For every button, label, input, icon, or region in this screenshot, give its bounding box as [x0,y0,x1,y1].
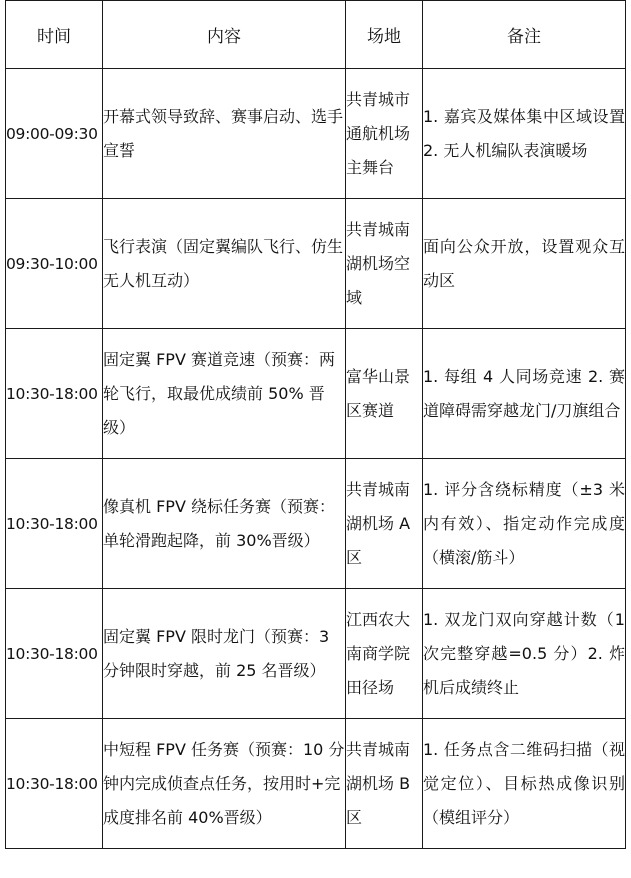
note-text: 1. 每组 4 人同场竞速 2. 赛道障碍需穿越龙门/刀旗组合 [423,366,625,420]
venue-cell [346,459,423,589]
note-cell [423,459,626,589]
header-content: 内容 [103,1,346,69]
venue-text: 共青城南湖机场 A 区 [346,479,411,567]
header-time: 时间 [6,1,103,69]
venue-text: 富华山景区赛道 [346,366,411,420]
note-text: 1. 任务点含二维码扫描（视觉定位）、目标热成像识别（模组评分） [423,739,625,827]
content-text: 飞行表演（固定翼编队飞行、仿生无人机互动） [103,236,344,290]
venue-cell [346,329,423,459]
table-row [6,719,626,849]
content-text: 像真机 FPV 绕标任务赛（预赛：单轮滑跑起降，前 30%晋级） [103,496,335,550]
table-row [6,69,626,199]
venue-cell [346,69,423,199]
venue-text: 共青城南湖机场 B 区 [346,739,411,827]
venue-text: 江西农大南商学院田径场 [346,609,411,697]
content-text: 固定翼 FPV 限时龙门（预赛：3 分钟限时穿越，前 25 名晋级） [103,626,330,680]
content-cell [103,69,346,199]
note-cell [423,589,626,719]
content-text: 中短程 FPV 任务赛（预赛：10 分钟内完成侦查点任务，按用时+完成度排名前 40%晋级） [103,739,345,827]
content-cell [103,589,346,719]
table-row [6,329,626,459]
note-text: 面向公众开放，设置观众互动区 [423,236,625,290]
content-text: 固定翼 FPV 赛道竞速（预赛：两轮飞行，取最优成绩前 50% 晋级） [103,349,335,437]
venue-text: 共青城市通航机场主舞台 [346,89,411,177]
note-text: 1. 嘉宾及媒体集中区域设置 2. 无人机编队表演暖场 [423,106,625,160]
content-cell [103,329,346,459]
time-cell: 09:30-10:00 [6,199,103,329]
venue-cell [346,199,423,329]
table-row [6,589,626,719]
content-cell [103,199,346,329]
time-cell: 10:30-18:00 [6,719,103,849]
venue-text: 共青城南湖机场空域 [346,219,411,307]
note-cell [423,719,626,849]
header-venue: 场地 [346,1,423,69]
venue-cell [346,589,423,719]
note-text: 1. 双龙门双向穿越计数（1 次完整穿越=0.5 分）2. 炸机后成绩终止 [423,609,625,697]
content-cell [103,459,346,589]
note-cell [423,69,626,199]
venue-cell [346,719,423,849]
note-cell [423,329,626,459]
note-cell [423,199,626,329]
table-header-row [6,1,626,69]
time-cell: 10:30-18:00 [6,589,103,719]
table-row [6,459,626,589]
time-cell: 09:00-09:30 [6,69,103,199]
time-cell: 10:30-18:00 [6,329,103,459]
note-text: 1. 评分含绕标精度（±3 米内有效）、指定动作完成度（横滚/筋斗） [423,479,625,567]
table-row [6,199,626,329]
content-text: 开幕式领导致辞、赛事启动、选手宣誓 [103,106,344,160]
time-cell: 10:30-18:00 [6,459,103,589]
header-note: 备注 [423,1,626,69]
event-schedule-table [5,0,626,849]
content-cell [103,719,346,849]
